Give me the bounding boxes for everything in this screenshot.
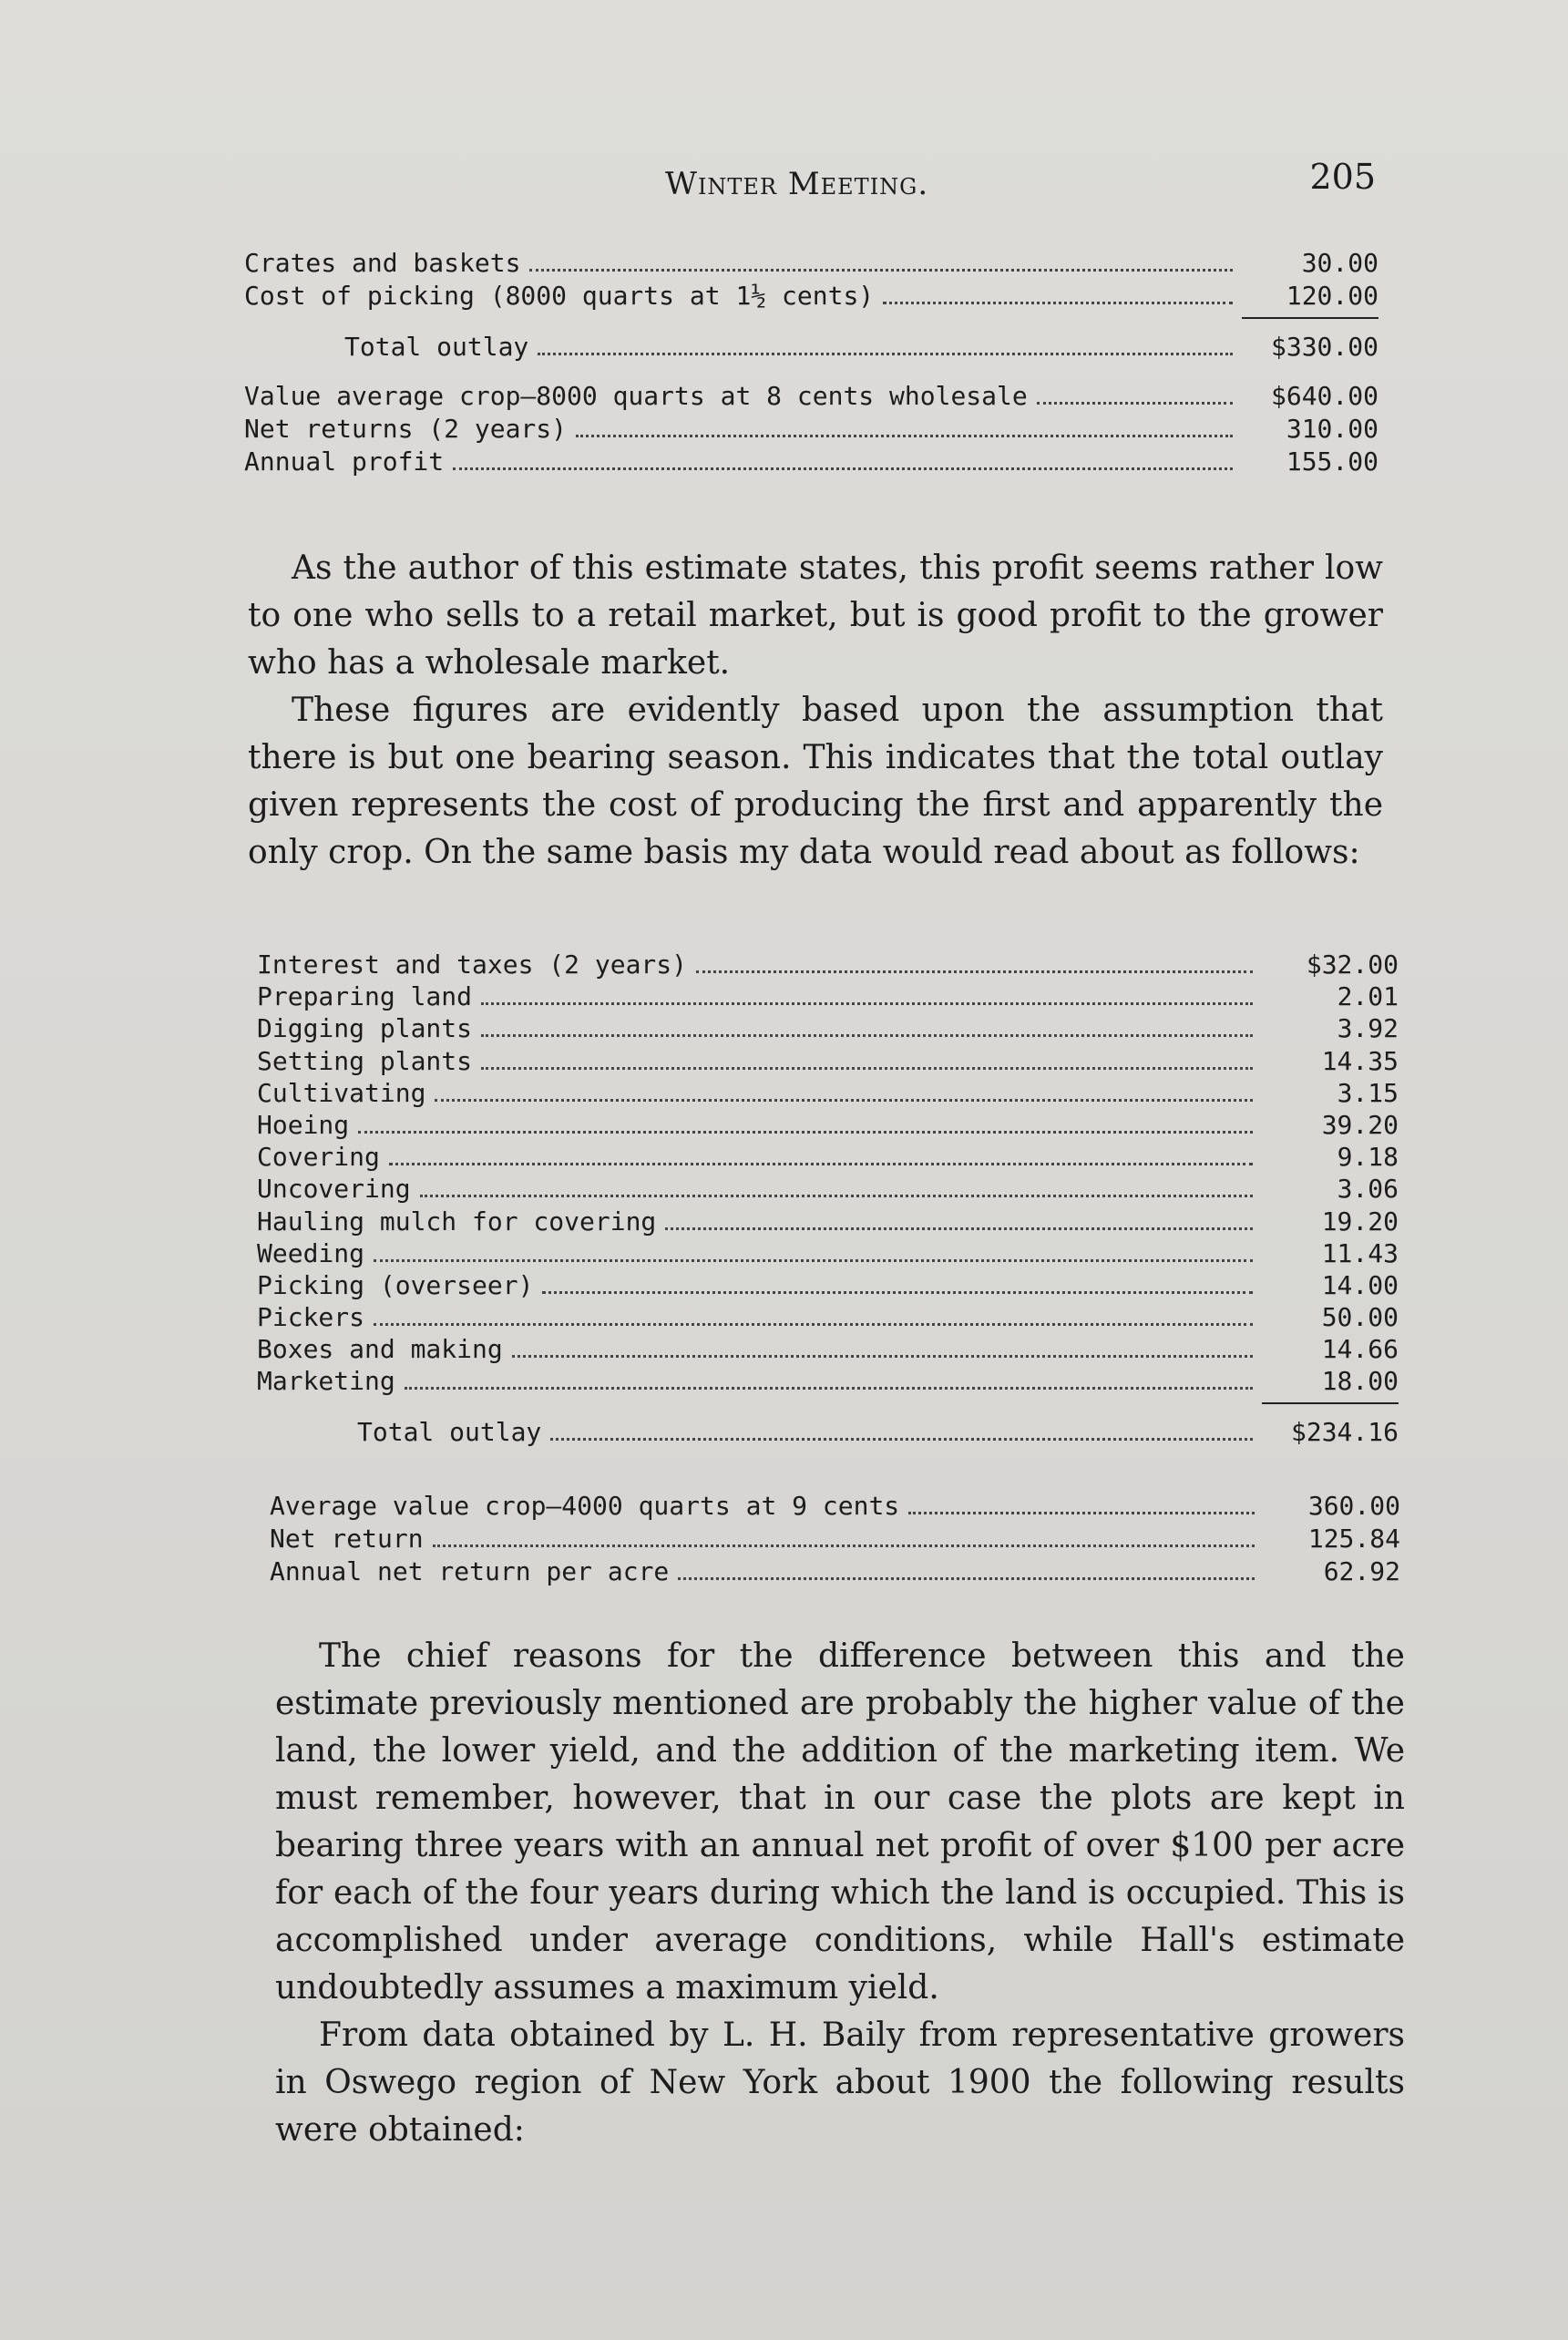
row-amount: 310.00	[1286, 414, 1378, 444]
row-label: Uncovering	[257, 1174, 411, 1205]
row-amount: $640.00	[1270, 381, 1378, 411]
row-label: Cost of picking (8000 quarts at 1½ cents)	[244, 281, 875, 311]
row-label: Cultivating	[257, 1077, 426, 1108]
table-row	[257, 1302, 1399, 1334]
table-row	[270, 1524, 1400, 1556]
total-row	[244, 332, 1378, 364]
paragraph: From data obtained by L. H. Baily from representative growers in Oswego region of New York about 1900 the following results were obtained:	[275, 2017, 1405, 2149]
paragraph: As the author of this estimate states, this profit seems rather low to one who sells to a retail market, but is good profit to the grower who has a wholesale market.	[248, 549, 1383, 682]
total-row	[257, 1417, 1399, 1449]
row-label: Digging plants	[257, 1013, 473, 1044]
table-row	[244, 414, 1378, 446]
table-row	[257, 1174, 1399, 1206]
table-row	[257, 1334, 1399, 1366]
row-amount: 125.84	[1307, 1524, 1400, 1554]
table-row	[257, 1110, 1399, 1142]
row-amount: 19.20	[1321, 1206, 1399, 1237]
row-label: Weeding	[257, 1237, 365, 1268]
row-amount: 30.00	[1301, 248, 1378, 278]
cost-table-hall	[244, 248, 1378, 479]
row-label: Value average crop—8000 quarts at 8 cents wholesale	[244, 381, 1028, 411]
table-row	[257, 1013, 1399, 1045]
page-header	[228, 157, 1376, 211]
sum-rule	[1242, 317, 1378, 319]
row-amount: 14.66	[1321, 1334, 1399, 1365]
table-row	[257, 1366, 1399, 1398]
row-label: Annual net return per acre	[270, 1556, 670, 1586]
row-amount: 360.00	[1307, 1491, 1400, 1521]
row-label: Marketing	[257, 1366, 395, 1397]
row-label: Annual profit	[244, 446, 445, 477]
row-amount: 3.15	[1337, 1077, 1399, 1108]
row-label: Net returns (2 years)	[244, 414, 568, 444]
row-amount: 14.00	[1321, 1269, 1399, 1300]
row-label: Interest and taxes (2 years)	[257, 949, 688, 980]
total-amount: $234.16	[1290, 1416, 1399, 1447]
return-table-author	[270, 1491, 1400, 1589]
row-label: Setting plants	[257, 1045, 473, 1076]
row-label: Hauling mulch for covering	[257, 1206, 657, 1237]
paragraph: These figures are evidently based upon the assumption that there is but one bearing season. This indicates that the total outlay given represents the cost of producing the first and apparently the only crop. On the same basis my data would read about as follows:	[248, 692, 1383, 871]
row-amount: 120.00	[1286, 281, 1378, 311]
table-row	[270, 1491, 1400, 1524]
table-row	[270, 1556, 1400, 1589]
table-row	[257, 1238, 1399, 1270]
row-amount: 14.35	[1321, 1045, 1399, 1076]
cost-table-author	[257, 949, 1399, 1449]
row-amount: 3.92	[1337, 1013, 1399, 1044]
table-row	[244, 446, 1378, 479]
row-amount: 9.18	[1337, 1142, 1399, 1173]
table-row	[244, 248, 1378, 281]
table-row	[257, 1142, 1399, 1174]
body-text-a	[248, 545, 1383, 877]
page-number: 205	[1309, 157, 1376, 197]
row-label: Boxes and making	[257, 1334, 503, 1365]
row-amount: 11.43	[1321, 1237, 1399, 1268]
row-amount: 18.00	[1321, 1366, 1399, 1397]
total-amount: $330.00	[1270, 332, 1378, 362]
row-amount: 2.01	[1337, 981, 1399, 1012]
table-row	[257, 1046, 1399, 1078]
paragraph: The chief reasons for the difference between this and the estimate previously mentioned are probably the higher value of the land, the lower yield, and the addition of the marketing item. We must remember, however, that in our case the plots are kept in bearing three years with an annual net profit of over $100 per acre for each of the four years during which the land is occupied. This is accomplished under average conditions, while Hall's estimate undoubtedly assumes a maximum yield.	[275, 1637, 1405, 2006]
row-label: Preparing land	[257, 981, 473, 1012]
table-row	[244, 381, 1378, 414]
table-row	[257, 1078, 1399, 1110]
row-amount: 3.06	[1337, 1174, 1399, 1205]
row-amount: 39.20	[1321, 1109, 1399, 1140]
row-amount: $32.00	[1306, 949, 1399, 980]
total-label: Total outlay	[344, 332, 529, 362]
table-row	[257, 981, 1399, 1013]
row-label: Net return	[270, 1524, 424, 1554]
table-row	[257, 1270, 1399, 1302]
row-label: Picking (overseer)	[257, 1269, 534, 1300]
running-title: Winter Meeting.	[665, 166, 929, 202]
table-row	[257, 949, 1399, 981]
row-amount: 50.00	[1321, 1302, 1399, 1333]
row-label: Pickers	[257, 1302, 365, 1333]
body-text-b	[275, 1633, 1405, 2154]
row-amount: 62.92	[1323, 1556, 1400, 1586]
sum-rule	[1262, 1402, 1399, 1404]
row-label: Hoeing	[257, 1109, 350, 1140]
total-label: Total outlay	[357, 1416, 542, 1447]
row-label: Covering	[257, 1142, 380, 1173]
row-amount: 155.00	[1286, 446, 1378, 477]
row-label: Average value crop—4000 quarts at 9 cents	[270, 1491, 900, 1521]
table-row	[244, 281, 1378, 313]
table-row	[257, 1206, 1399, 1238]
row-label: Crates and baskets	[244, 248, 521, 278]
